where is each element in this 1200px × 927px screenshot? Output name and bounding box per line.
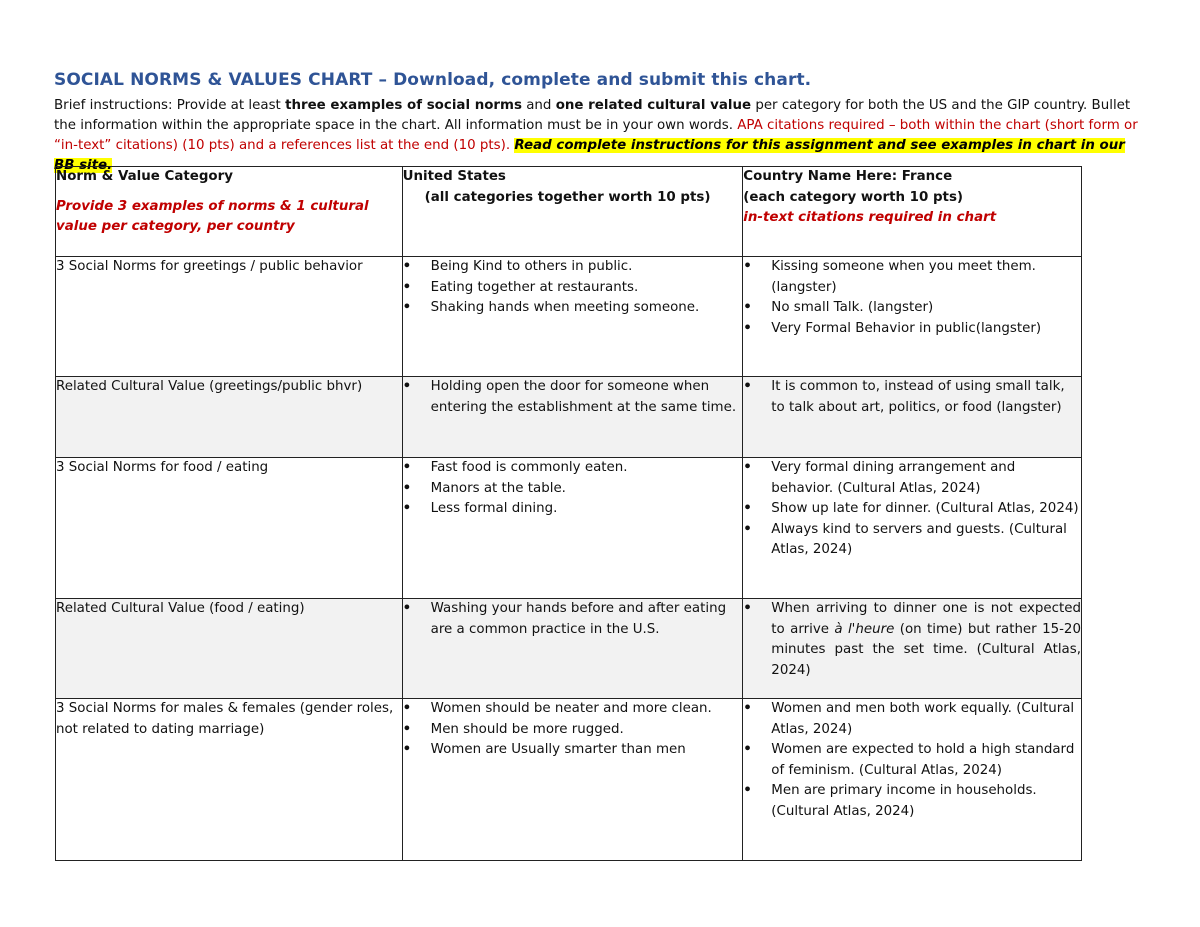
- header-category: [56, 167, 403, 257]
- table-row: [56, 257, 1082, 377]
- list-item: • Men are primary income in households. (Cultural Atlas, 2024): [743, 781, 1081, 822]
- header-category-note: Provide 3 examples of norms & 1 cultural value per category, per country: [56, 198, 369, 234]
- table-row: [56, 599, 1082, 699]
- table-header-row: [56, 167, 1082, 257]
- instr-apa-note: APA citations required – both within the chart (short form or “in-text” citations) (10 pts) and a references list at the end (10 pts).: [54, 118, 1138, 153]
- fr-cell: [743, 699, 1082, 861]
- list-item: • Men should be more rugged.: [403, 720, 743, 741]
- fr-value-italic: à l'heure: [834, 621, 895, 637]
- instr-highlight: Read complete instructions for this assignment and see examples in chart in our BB site.: [54, 138, 1125, 173]
- us-cell: [402, 458, 743, 599]
- list-item: • Holding open the door for someone when entering the establishment at the same time.: [403, 377, 743, 418]
- list-item: • Show up late for dinner. (Cultural Atlas, 2024): [743, 499, 1081, 520]
- list-item: • Kissing someone when you meet them. (langster): [743, 257, 1081, 298]
- header-us-title: United States: [402, 169, 506, 184]
- list-item: • Always kind to servers and guests. (Cultural Atlas, 2024): [743, 520, 1081, 561]
- fr-cell: [743, 458, 1082, 599]
- list-item: • Eating together at restaurants.: [403, 278, 743, 299]
- fr-value-text: (on time) but rather 15-20 minutes past the set time. (Cultural Atlas, 2024): [771, 621, 1081, 678]
- fr-cell: [743, 599, 1082, 699]
- list-item: • Fast food is commonly eaten.: [403, 458, 743, 479]
- category-cell: 3 Social Norms for males & females (gender roles, not related to dating marriage): [56, 699, 403, 861]
- category-cell: Related Cultural Value (food / eating): [56, 599, 403, 699]
- table-row: [56, 458, 1082, 599]
- list-item: • Shaking hands when meeting someone.: [403, 298, 743, 319]
- header-fr-title: Country Name Here: France: [743, 169, 953, 184]
- header-fr-note: in-text citations required in chart: [743, 210, 997, 225]
- list-item: • Less formal dining.: [403, 499, 743, 520]
- us-cell: [402, 377, 743, 458]
- instr-bold-norms: three examples of social norms: [285, 98, 522, 113]
- document-page: [54, 70, 1144, 176]
- list-item: [743, 599, 1081, 681]
- list-item: • Women and men both work equally. (Cultural Atlas, 2024): [743, 699, 1081, 740]
- fr-value-text: When arriving to dinner one is not expected to arrive: [771, 601, 1081, 637]
- norms-values-table: [55, 166, 1082, 861]
- list-item: • It is common to, instead of using small talk, to talk about art, politics, or food (langster): [743, 377, 1081, 418]
- instr-text: per category for both the US and the GIP country. Bullet the information within the appropriate space in the chart. All information must be in your own words.: [54, 98, 1131, 133]
- category-cell: 3 Social Norms for greetings / public behavior: [56, 257, 403, 377]
- fr-cell: [743, 377, 1082, 458]
- us-cell: [402, 257, 743, 377]
- us-cell: [402, 699, 743, 861]
- header-fr: [743, 167, 1082, 257]
- list-item: • Women should be neater and more clean.: [403, 699, 743, 720]
- category-cell: Related Cultural Value (greetings/public bhvr): [56, 377, 403, 458]
- chart-title: SOCIAL NORMS & VALUES CHART – Download, complete and submit this chart.: [54, 70, 812, 90]
- header-category-title: Norm & Value Category: [56, 169, 233, 184]
- instr-text: Brief instructions: Provide at least: [54, 98, 286, 113]
- instr-text: and: [521, 98, 556, 113]
- header-us: [402, 167, 743, 257]
- brief-instructions: [54, 96, 1144, 176]
- list-item: • Women are Usually smarter than men: [403, 740, 743, 761]
- list-item: • Very formal dining arrangement and behavior. (Cultural Atlas, 2024): [743, 458, 1081, 499]
- category-cell: 3 Social Norms for food / eating: [56, 458, 403, 599]
- list-item: • No small Talk. (langster): [743, 298, 1081, 319]
- header-us-sub: (all categories together worth 10 pts): [424, 189, 711, 205]
- table-row: [56, 377, 1082, 458]
- fr-cell: [743, 257, 1082, 377]
- list-item: • Very Formal Behavior in public(langster): [743, 319, 1081, 340]
- list-item: • Washing your hands before and after eating are a common practice in the U.S.: [403, 599, 743, 640]
- header-fr-sub: (each category worth 10 pts): [743, 189, 964, 205]
- us-cell: [402, 599, 743, 699]
- list-item: • Women are expected to hold a high standard of feminism. (Cultural Atlas, 2024): [743, 740, 1081, 781]
- instr-bold-value: one related cultural value: [555, 98, 752, 113]
- list-item: • Being Kind to others in public.: [403, 257, 743, 278]
- table-row: [56, 699, 1082, 861]
- list-item: • Manors at the table.: [403, 479, 743, 500]
